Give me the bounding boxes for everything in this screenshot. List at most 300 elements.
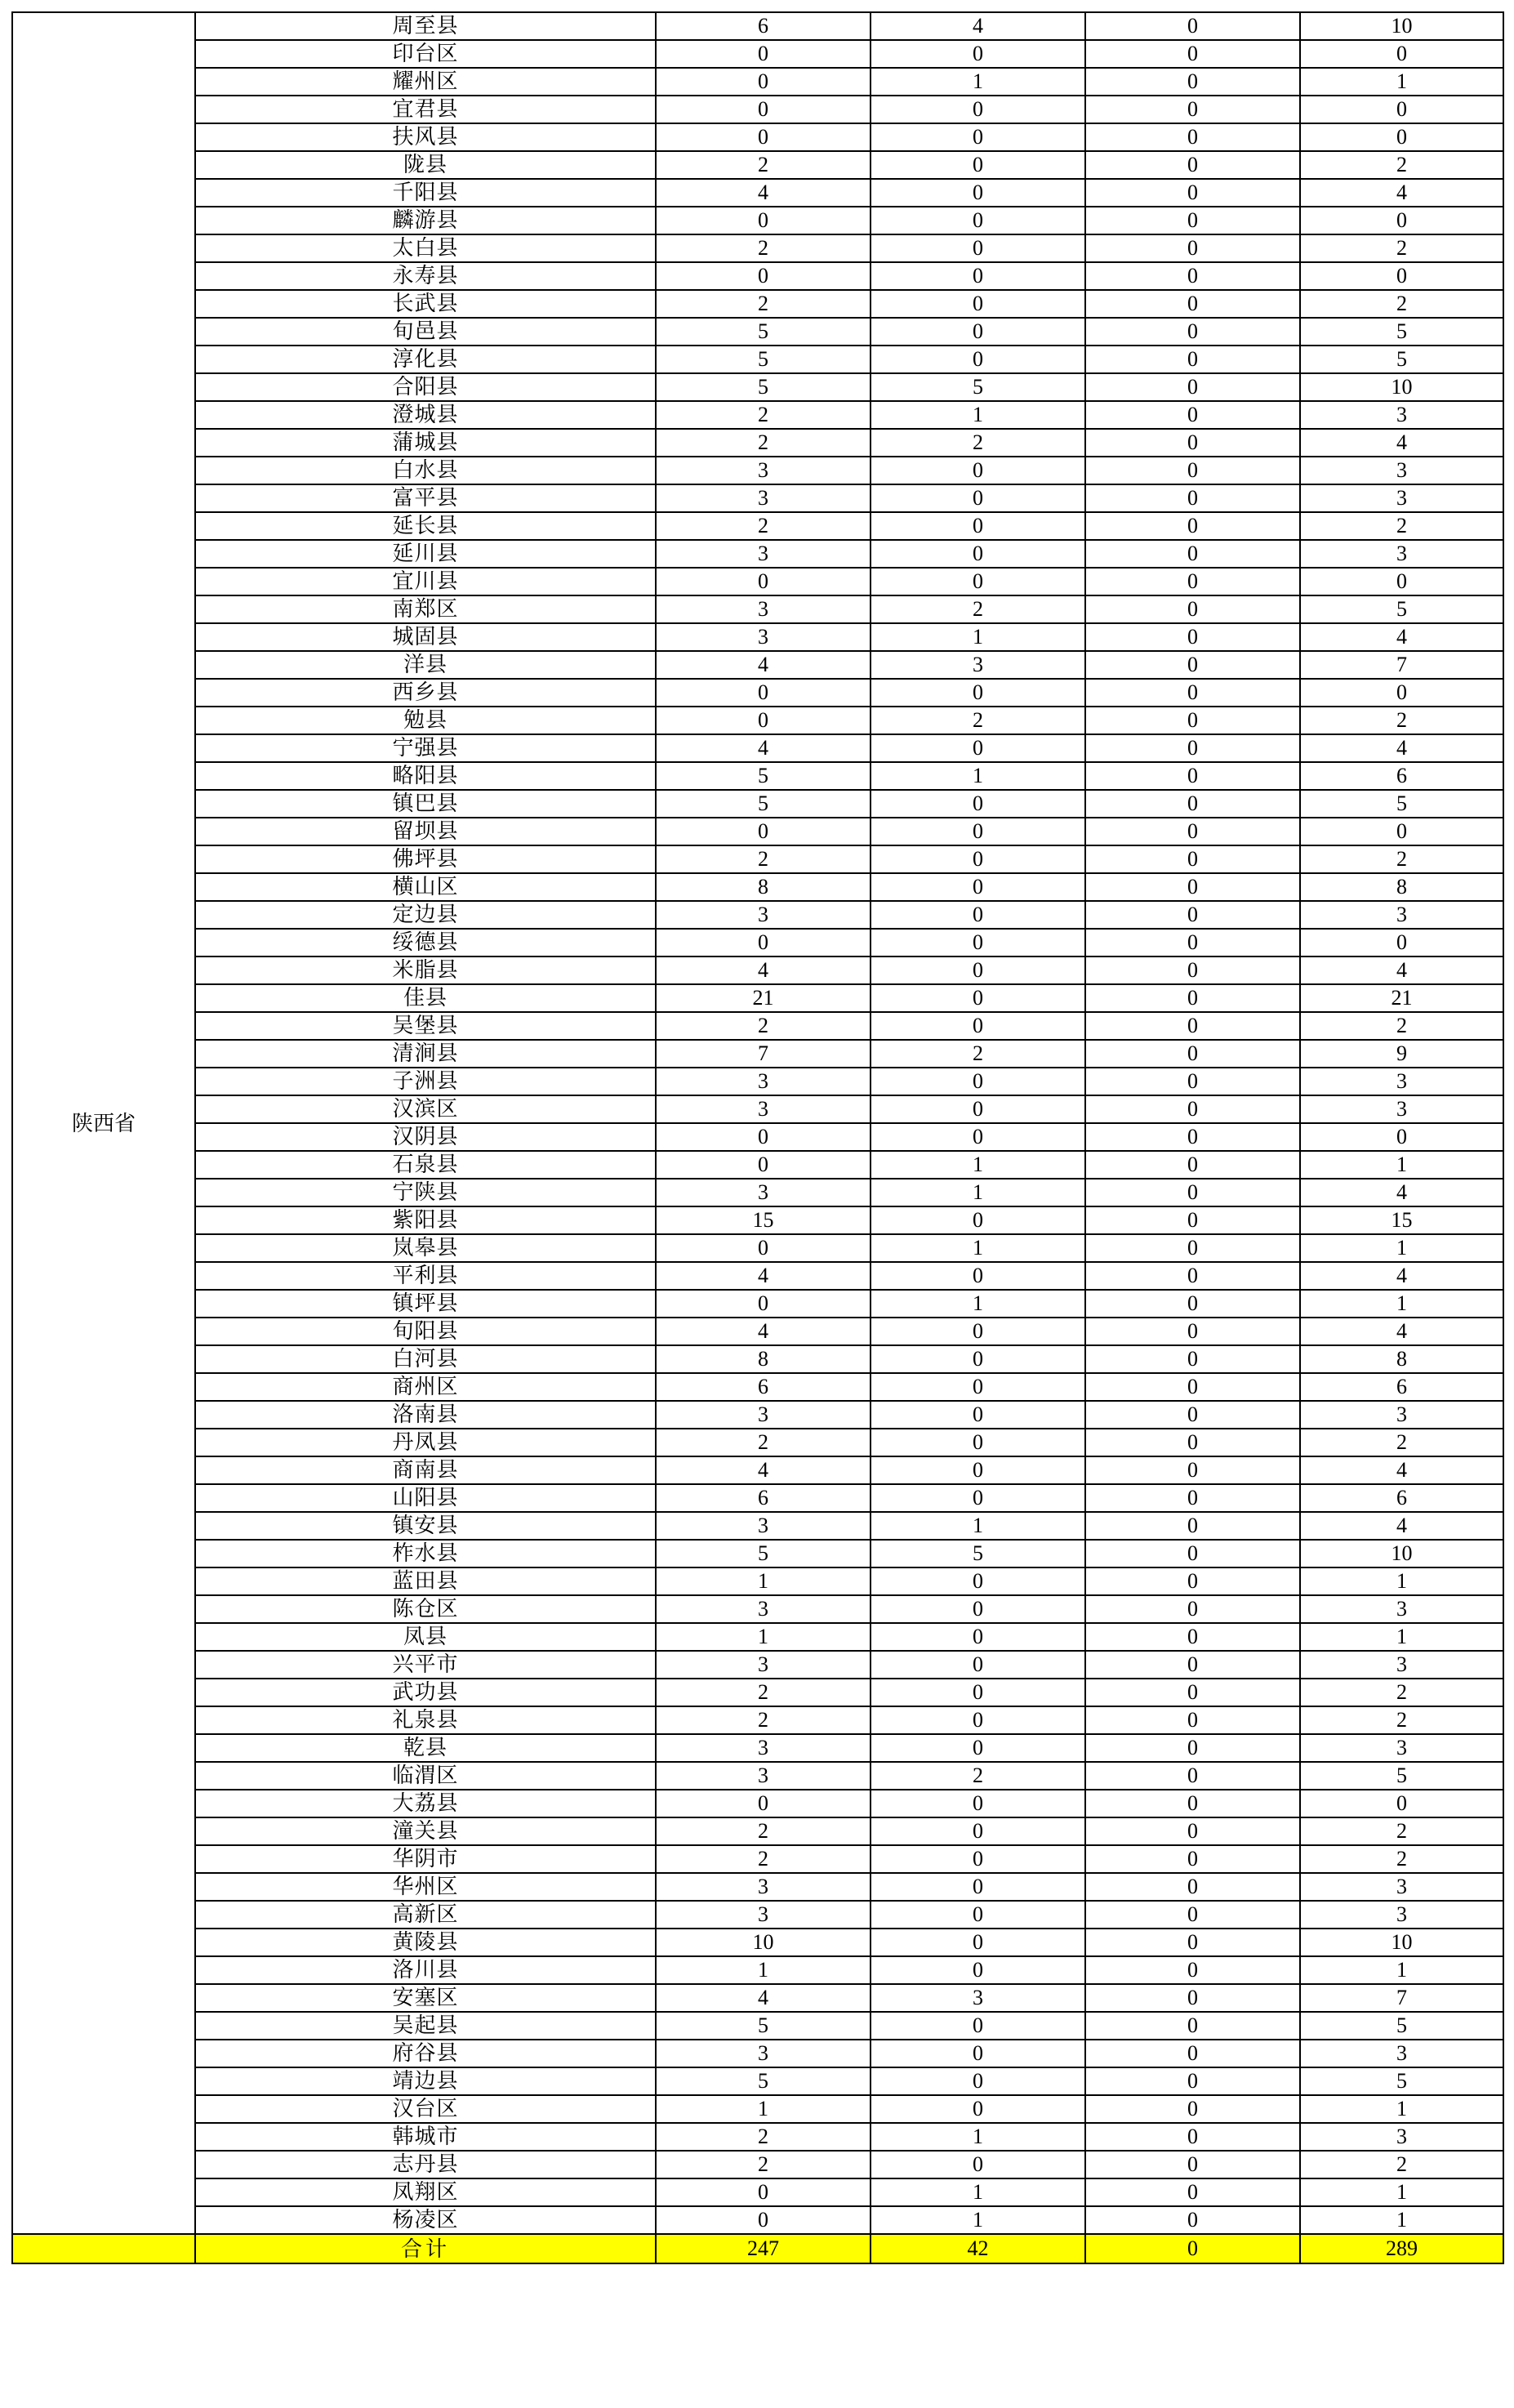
county-name-cell: 绥德县: [195, 929, 656, 957]
count-col-2-cell: 0: [871, 262, 1085, 290]
table-row: [12, 1206, 1503, 1234]
count-col-1-cell: 0: [656, 818, 871, 845]
count-col-2-cell: 0: [871, 1567, 1085, 1595]
count-col-3-cell: 0: [1085, 1984, 1300, 2012]
table-row: [12, 651, 1503, 679]
count-col-1-cell: 3: [656, 1512, 871, 1540]
count-col-3-cell: 0: [1085, 790, 1300, 818]
county-name-cell: 镇巴县: [195, 790, 656, 818]
count-col-3-cell: 0: [1085, 707, 1300, 734]
count-col-2-cell: 5: [871, 1540, 1085, 1567]
table-row: [12, 123, 1503, 151]
count-col-2-cell: 0: [871, 1817, 1085, 1845]
table-row: [12, 12, 1503, 40]
county-name-cell: 兴平市: [195, 1651, 656, 1679]
table-row: [12, 429, 1503, 457]
count-col-2-cell: 0: [871, 2095, 1085, 2123]
row-total-cell: 1: [1300, 2178, 1503, 2206]
row-total-cell: 3: [1300, 2123, 1503, 2151]
count-col-1-cell: 4: [656, 734, 871, 762]
count-col-1-cell: 3: [656, 1401, 871, 1429]
county-name-cell: 陈仓区: [195, 1595, 656, 1623]
table-row: [12, 401, 1503, 429]
row-total-cell: 0: [1300, 1790, 1503, 1817]
county-name-cell: 礼泉县: [195, 1706, 656, 1734]
count-col-2-cell: 0: [871, 234, 1085, 262]
row-total-cell: 4: [1300, 1262, 1503, 1290]
count-col-1-cell: 5: [656, 2067, 871, 2095]
count-col-1-cell: 1: [656, 1956, 871, 1984]
count-col-1-cell: 0: [656, 1234, 871, 1262]
table-row: [12, 1429, 1503, 1456]
count-col-2-cell: 0: [871, 457, 1085, 484]
row-total-cell: 4: [1300, 429, 1503, 457]
county-name-cell: 旬邑县: [195, 318, 656, 346]
row-total-cell: 10: [1300, 1929, 1503, 1956]
county-name-cell: 山阳县: [195, 1484, 656, 1512]
count-col-2-cell: 0: [871, 1206, 1085, 1234]
row-total-cell: 4: [1300, 179, 1503, 207]
county-name-cell: 延长县: [195, 512, 656, 540]
table-row: [12, 2123, 1503, 2151]
county-name-cell: 乾县: [195, 1734, 656, 1762]
count-col-1-cell: 5: [656, 1540, 871, 1567]
row-total-cell: 8: [1300, 1345, 1503, 1373]
count-col-2-cell: 0: [871, 1345, 1085, 1373]
row-total-cell: 0: [1300, 262, 1503, 290]
row-total-cell: 2: [1300, 1817, 1503, 1845]
table-row: [12, 762, 1503, 790]
count-col-3-cell: 0: [1085, 1567, 1300, 1595]
count-col-3-cell: 0: [1085, 2123, 1300, 2151]
count-col-1-cell: 4: [656, 651, 871, 679]
count-col-2-cell: 0: [871, 1651, 1085, 1679]
table-row: [12, 346, 1503, 373]
row-total-cell: 0: [1300, 818, 1503, 845]
count-col-1-cell: 3: [656, 2040, 871, 2067]
count-col-2-cell: 1: [871, 1290, 1085, 1318]
count-col-1-cell: 3: [656, 901, 871, 929]
summary-total: 289: [1300, 2234, 1503, 2263]
table-row: [12, 1068, 1503, 1095]
count-col-3-cell: 0: [1085, 1901, 1300, 1929]
table-row: [12, 2151, 1503, 2178]
row-total-cell: 5: [1300, 2012, 1503, 2040]
count-col-1-cell: 10: [656, 1929, 871, 1956]
count-col-1-cell: 1: [656, 2095, 871, 2123]
table-row: [12, 901, 1503, 929]
row-total-cell: 4: [1300, 1512, 1503, 1540]
county-name-cell: 佳县: [195, 984, 656, 1012]
count-col-1-cell: 0: [656, 2206, 871, 2234]
row-total-cell: 1: [1300, 2206, 1503, 2234]
count-col-3-cell: 0: [1085, 1345, 1300, 1373]
table-row: [12, 96, 1503, 123]
county-name-cell: 韩城市: [195, 2123, 656, 2151]
row-total-cell: 2: [1300, 1679, 1503, 1706]
table-row: [12, 873, 1503, 901]
count-col-2-cell: 2: [871, 1762, 1085, 1790]
count-col-2-cell: 0: [871, 540, 1085, 568]
count-col-3-cell: 0: [1085, 1234, 1300, 1262]
count-col-2-cell: 1: [871, 1234, 1085, 1262]
count-col-3-cell: 0: [1085, 1873, 1300, 1901]
count-col-2-cell: 0: [871, 734, 1085, 762]
county-name-cell: 宜君县: [195, 96, 656, 123]
row-total-cell: 0: [1300, 568, 1503, 595]
row-total-cell: 2: [1300, 1429, 1503, 1456]
table-row: [12, 2012, 1503, 2040]
count-col-1-cell: 2: [656, 401, 871, 429]
summary-col-2: 42: [871, 2234, 1085, 2263]
count-col-3-cell: 0: [1085, 401, 1300, 429]
count-col-2-cell: 0: [871, 40, 1085, 68]
count-col-3-cell: 0: [1085, 1429, 1300, 1456]
count-col-3-cell: 0: [1085, 2206, 1300, 2234]
count-col-2-cell: 0: [871, 123, 1085, 151]
count-col-3-cell: 0: [1085, 1484, 1300, 1512]
row-total-cell: 10: [1300, 373, 1503, 401]
row-total-cell: 1: [1300, 1956, 1503, 1984]
count-col-3-cell: 0: [1085, 207, 1300, 234]
table-row: [12, 2178, 1503, 2206]
county-name-cell: 府谷县: [195, 2040, 656, 2067]
table-row: [12, 1484, 1503, 1512]
table-body: [12, 12, 1503, 2263]
count-col-3-cell: 0: [1085, 1540, 1300, 1567]
count-col-1-cell: 8: [656, 1345, 871, 1373]
row-total-cell: 1: [1300, 1567, 1503, 1595]
count-col-3-cell: 0: [1085, 984, 1300, 1012]
county-statistics-table: [11, 11, 1504, 2264]
count-col-1-cell: 5: [656, 318, 871, 346]
count-col-3-cell: 0: [1085, 1845, 1300, 1873]
count-col-3-cell: 0: [1085, 2151, 1300, 2178]
count-col-1-cell: 15: [656, 1206, 871, 1234]
count-col-3-cell: 0: [1085, 873, 1300, 901]
count-col-1-cell: 0: [656, 68, 871, 96]
count-col-2-cell: 0: [871, 96, 1085, 123]
count-col-3-cell: 0: [1085, 540, 1300, 568]
count-col-2-cell: 0: [871, 484, 1085, 512]
summary-row: [12, 2234, 1503, 2263]
count-col-1-cell: 6: [656, 1484, 871, 1512]
count-col-2-cell: 0: [871, 2040, 1085, 2067]
row-total-cell: 2: [1300, 290, 1503, 318]
count-col-3-cell: 0: [1085, 1623, 1300, 1651]
count-col-2-cell: 5: [871, 373, 1085, 401]
county-name-cell: 留坝县: [195, 818, 656, 845]
count-col-1-cell: 21: [656, 984, 871, 1012]
table-row: [12, 1984, 1503, 2012]
row-total-cell: 1: [1300, 1151, 1503, 1179]
count-col-2-cell: 0: [871, 1123, 1085, 1151]
county-name-cell: 岚皋县: [195, 1234, 656, 1262]
row-total-cell: 2: [1300, 707, 1503, 734]
county-name-cell: 洋县: [195, 651, 656, 679]
count-col-3-cell: 0: [1085, 1095, 1300, 1123]
count-col-1-cell: 0: [656, 568, 871, 595]
row-total-cell: 3: [1300, 1401, 1503, 1429]
count-col-3-cell: 0: [1085, 568, 1300, 595]
count-col-3-cell: 0: [1085, 1762, 1300, 1790]
count-col-2-cell: 1: [871, 762, 1085, 790]
count-col-3-cell: 0: [1085, 512, 1300, 540]
count-col-3-cell: 0: [1085, 1790, 1300, 1817]
table-row: [12, 1151, 1503, 1179]
table-row: [12, 734, 1503, 762]
count-col-3-cell: 0: [1085, 1706, 1300, 1734]
county-name-cell: 潼关县: [195, 1817, 656, 1845]
count-col-3-cell: 0: [1085, 179, 1300, 207]
count-col-1-cell: 1: [656, 1567, 871, 1595]
row-total-cell: 4: [1300, 957, 1503, 984]
row-total-cell: 3: [1300, 2040, 1503, 2067]
county-name-cell: 汉阴县: [195, 1123, 656, 1151]
count-col-2-cell: 2: [871, 1040, 1085, 1068]
table-row: [12, 1845, 1503, 1873]
count-col-1-cell: 2: [656, 2151, 871, 2178]
count-col-2-cell: 4: [871, 12, 1085, 40]
table-row: [12, 484, 1503, 512]
count-col-1-cell: 4: [656, 179, 871, 207]
count-col-3-cell: 0: [1085, 68, 1300, 96]
table-row: [12, 1679, 1503, 1706]
county-name-cell: 子洲县: [195, 1068, 656, 1095]
row-total-cell: 3: [1300, 484, 1503, 512]
county-name-cell: 丹凤县: [195, 1429, 656, 1456]
table-row: [12, 790, 1503, 818]
county-name-cell: 靖边县: [195, 2067, 656, 2095]
count-col-2-cell: 0: [871, 679, 1085, 707]
count-col-1-cell: 3: [656, 1651, 871, 1679]
count-col-1-cell: 4: [656, 1318, 871, 1345]
count-col-1-cell: 2: [656, 1845, 871, 1873]
table-row: [12, 290, 1503, 318]
count-col-3-cell: 0: [1085, 262, 1300, 290]
count-col-3-cell: 0: [1085, 818, 1300, 845]
count-col-3-cell: 0: [1085, 1262, 1300, 1290]
table-row: [12, 512, 1503, 540]
count-col-1-cell: 0: [656, 1290, 871, 1318]
row-total-cell: 1: [1300, 1290, 1503, 1318]
county-name-cell: 杨凌区: [195, 2206, 656, 2234]
count-col-3-cell: 0: [1085, 1512, 1300, 1540]
table-row: [12, 179, 1503, 207]
table-row: [12, 262, 1503, 290]
row-total-cell: 2: [1300, 1706, 1503, 1734]
table-row: [12, 1956, 1503, 1984]
count-col-1-cell: 0: [656, 679, 871, 707]
table-row: [12, 818, 1503, 845]
table-row: [12, 68, 1503, 96]
table-row: [12, 1234, 1503, 1262]
count-col-2-cell: 0: [871, 1262, 1085, 1290]
count-col-2-cell: 0: [871, 1095, 1085, 1123]
county-name-cell: 横山区: [195, 873, 656, 901]
count-col-1-cell: 0: [656, 1790, 871, 1817]
count-col-2-cell: 0: [871, 2151, 1085, 2178]
table-row: [12, 1040, 1503, 1068]
count-col-1-cell: 5: [656, 373, 871, 401]
count-col-3-cell: 0: [1085, 1401, 1300, 1429]
table-row: [12, 1318, 1503, 1345]
table-row: [12, 1734, 1503, 1762]
table-row: [12, 1512, 1503, 1540]
count-col-3-cell: 0: [1085, 484, 1300, 512]
county-name-cell: 白水县: [195, 457, 656, 484]
count-col-1-cell: 7: [656, 1040, 871, 1068]
count-col-2-cell: 1: [871, 1512, 1085, 1540]
count-col-2-cell: 0: [871, 2012, 1085, 2040]
table-row: [12, 457, 1503, 484]
count-col-3-cell: 0: [1085, 1068, 1300, 1095]
county-name-cell: 麟游县: [195, 207, 656, 234]
county-name-cell: 淳化县: [195, 346, 656, 373]
row-total-cell: 4: [1300, 734, 1503, 762]
row-total-cell: 5: [1300, 2067, 1503, 2095]
table-row: [12, 957, 1503, 984]
count-col-1-cell: 2: [656, 290, 871, 318]
count-col-1-cell: 3: [656, 623, 871, 651]
summary-col-3: 0: [1085, 2234, 1300, 2263]
county-name-cell: 扶风县: [195, 123, 656, 151]
count-col-1-cell: 0: [656, 96, 871, 123]
table-row: [12, 1012, 1503, 1040]
county-name-cell: 宁陕县: [195, 1179, 656, 1206]
county-name-cell: 白河县: [195, 1345, 656, 1373]
county-name-cell: 陇县: [195, 151, 656, 179]
count-col-3-cell: 0: [1085, 1373, 1300, 1401]
count-col-1-cell: 2: [656, 2123, 871, 2151]
count-col-2-cell: 0: [871, 901, 1085, 929]
count-col-1-cell: 3: [656, 484, 871, 512]
count-col-1-cell: 1: [656, 1623, 871, 1651]
row-total-cell: 7: [1300, 1984, 1503, 2012]
count-col-3-cell: 0: [1085, 12, 1300, 40]
county-name-cell: 平利县: [195, 1262, 656, 1290]
count-col-3-cell: 0: [1085, 151, 1300, 179]
count-col-3-cell: 0: [1085, 595, 1300, 623]
row-total-cell: 2: [1300, 2151, 1503, 2178]
count-col-3-cell: 0: [1085, 1206, 1300, 1234]
count-col-2-cell: 1: [871, 68, 1085, 96]
county-name-cell: 高新区: [195, 1901, 656, 1929]
count-col-3-cell: 0: [1085, 1318, 1300, 1345]
count-col-3-cell: 0: [1085, 1179, 1300, 1206]
count-col-2-cell: 1: [871, 2206, 1085, 2234]
count-col-1-cell: 3: [656, 457, 871, 484]
count-col-2-cell: 0: [871, 290, 1085, 318]
table-row: [12, 623, 1503, 651]
count-col-1-cell: 3: [656, 1595, 871, 1623]
count-col-1-cell: 4: [656, 1262, 871, 1290]
county-name-cell: 延川县: [195, 540, 656, 568]
county-name-cell: 太白县: [195, 234, 656, 262]
row-total-cell: 3: [1300, 901, 1503, 929]
row-total-cell: 2: [1300, 845, 1503, 873]
count-col-3-cell: 0: [1085, 1651, 1300, 1679]
count-col-3-cell: 0: [1085, 1929, 1300, 1956]
count-col-2-cell: 0: [871, 818, 1085, 845]
count-col-1-cell: 5: [656, 790, 871, 818]
count-col-2-cell: 0: [871, 1901, 1085, 1929]
table-row: [12, 1595, 1503, 1623]
count-col-3-cell: 0: [1085, 1151, 1300, 1179]
county-name-cell: 蒲城县: [195, 429, 656, 457]
summary-label: 合计: [195, 2234, 656, 2263]
count-col-2-cell: 0: [871, 318, 1085, 346]
table-row: [12, 1567, 1503, 1595]
row-total-cell: 4: [1300, 1318, 1503, 1345]
count-col-2-cell: 0: [871, 1401, 1085, 1429]
count-col-3-cell: 0: [1085, 2178, 1300, 2206]
count-col-2-cell: 1: [871, 623, 1085, 651]
row-total-cell: 4: [1300, 623, 1503, 651]
count-col-1-cell: 3: [656, 1095, 871, 1123]
row-total-cell: 5: [1300, 595, 1503, 623]
table-row: [12, 984, 1503, 1012]
table-row: [12, 1456, 1503, 1484]
county-name-cell: 凤翔区: [195, 2178, 656, 2206]
row-total-cell: 21: [1300, 984, 1503, 1012]
county-name-cell: 安塞区: [195, 1984, 656, 2012]
count-col-1-cell: 3: [656, 1179, 871, 1206]
table-row: [12, 568, 1503, 595]
count-col-1-cell: 0: [656, 2178, 871, 2206]
count-col-1-cell: 2: [656, 151, 871, 179]
row-total-cell: 5: [1300, 1762, 1503, 1790]
row-total-cell: 3: [1300, 1095, 1503, 1123]
county-name-cell: 略阳县: [195, 762, 656, 790]
table-row: [12, 1762, 1503, 1790]
count-col-3-cell: 0: [1085, 679, 1300, 707]
count-col-1-cell: 4: [656, 957, 871, 984]
count-col-1-cell: 0: [656, 929, 871, 957]
county-name-cell: 长武县: [195, 290, 656, 318]
document-page: [11, 11, 1503, 2395]
count-col-1-cell: 4: [656, 1456, 871, 1484]
table-row: [12, 1401, 1503, 1429]
count-col-1-cell: 3: [656, 1068, 871, 1095]
count-col-3-cell: 0: [1085, 901, 1300, 929]
row-total-cell: 3: [1300, 1901, 1503, 1929]
county-name-cell: 吴堡县: [195, 1012, 656, 1040]
count-col-3-cell: 0: [1085, 1040, 1300, 1068]
county-name-cell: 富平县: [195, 484, 656, 512]
county-name-cell: 蓝田县: [195, 1567, 656, 1595]
county-name-cell: 华州区: [195, 1873, 656, 1901]
row-total-cell: 9: [1300, 1040, 1503, 1068]
count-col-2-cell: 0: [871, 346, 1085, 373]
county-name-cell: 勉县: [195, 707, 656, 734]
count-col-2-cell: 1: [871, 1179, 1085, 1206]
count-col-2-cell: 2: [871, 707, 1085, 734]
province-cell: 陕西省: [12, 12, 195, 2234]
county-name-cell: 洛南县: [195, 1401, 656, 1429]
county-name-cell: 印台区: [195, 40, 656, 68]
county-name-cell: 镇安县: [195, 1512, 656, 1540]
table-row: [12, 151, 1503, 179]
county-name-cell: 千阳县: [195, 179, 656, 207]
count-col-1-cell: 2: [656, 1679, 871, 1706]
count-col-2-cell: 0: [871, 1845, 1085, 1873]
row-total-cell: 3: [1300, 1651, 1503, 1679]
count-col-3-cell: 0: [1085, 457, 1300, 484]
table-row: [12, 2095, 1503, 2123]
county-name-cell: 黄陵县: [195, 1929, 656, 1956]
row-total-cell: 1: [1300, 2095, 1503, 2123]
